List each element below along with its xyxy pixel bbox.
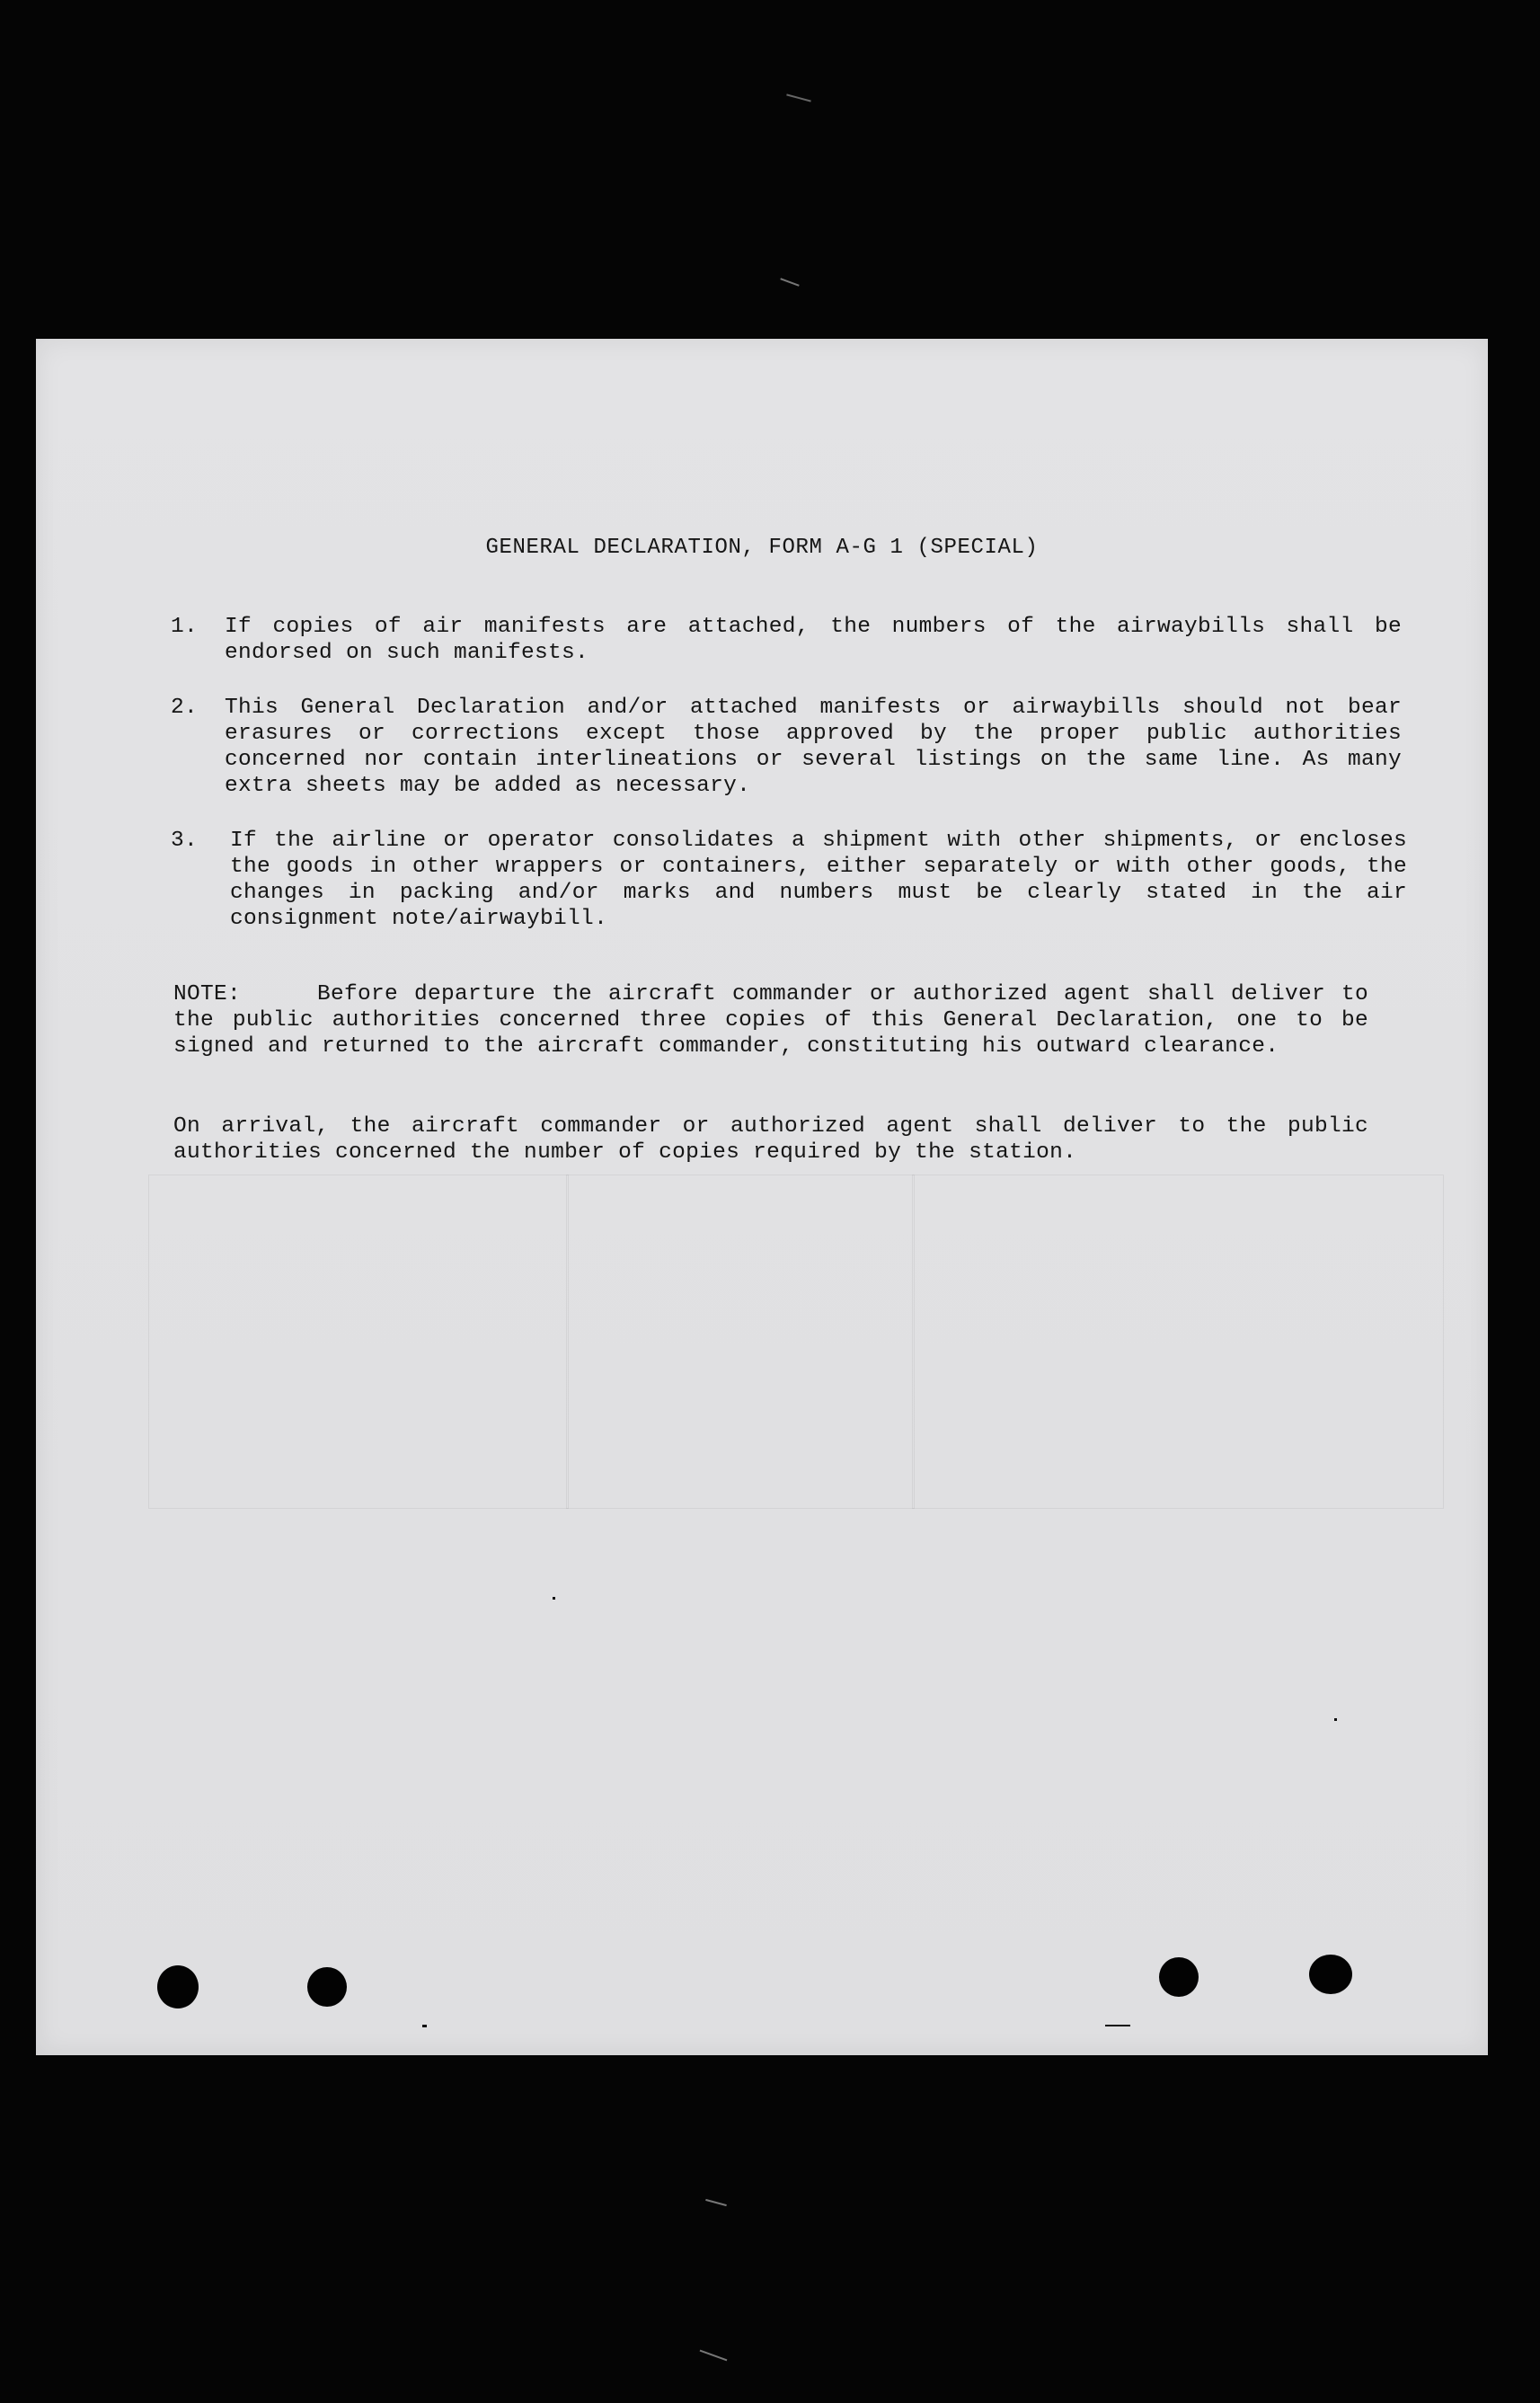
item-number: 2. [171,696,199,720]
arrival-paragraph: On arrival, the aircraft commander or authorized agent shall deliver to the public authorities concerned the number of copies required by the station. [173,1114,1368,1165]
punch-hole [307,1967,347,2007]
note-text: Before departure the aircraft commander or authorized agent shall deliver to the public authorities concerned three copies of this General Declaration, one to be signed and returned to the aircraft commander, constituting his outward clearance. [173,982,1368,1059]
note-label: NOTE: [173,982,242,1006]
speck [422,2025,427,2027]
document-page [36,339,1488,2055]
punch-hole [157,1965,199,2008]
item-number: 1. [171,615,199,639]
note-paragraph [173,981,1368,1060]
item-text: This General Declaration and/or attached manifests or airwaybills should not bear erasures or corrections except those approved by the proper public authorities concerned nor contain interlineations or several listings on the same line. As many extra sheets may be added as necessary. [225,696,1402,798]
speck [553,1597,555,1600]
item-text: If copies of air manifests are attached, the numbers of the airwaybills shall be endorsed on such manifests. [225,615,1402,665]
punch-hole [1309,1955,1352,1994]
speck [1105,2025,1130,2026]
document-body [36,339,1488,2055]
item-number: 3. [171,829,199,853]
speck [1334,1718,1337,1721]
page-title: GENERAL DECLARATION, FORM A-G 1 (SPECIAL) [485,536,1039,560]
punch-hole [1159,1957,1199,1997]
item-text: If the airline or operator consolidates a shipment with other shipments, or encloses the goods in other wrappers or containers, either separately or with other goods, the changes in packing and/or marks and numbers must be clearly stated in the air consignment note/airwaybill. [230,829,1407,931]
